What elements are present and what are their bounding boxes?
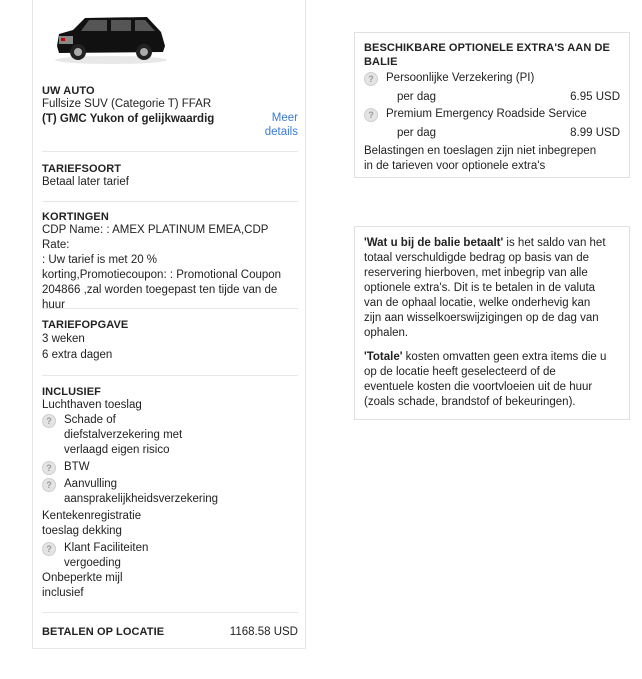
included-theft-text: diefstalverzekering met	[64, 429, 183, 441]
help-icon[interactable]: ?	[42, 478, 56, 492]
payment-info-box	[354, 226, 630, 420]
extra-item-name: Persoonlijke Verzekering (PI)	[386, 72, 535, 84]
included-mileage-text: inclusief	[42, 587, 84, 599]
discounts-title: KORTINGEN	[42, 211, 109, 223]
info-paragraph-1	[364, 236, 620, 251]
booking-summary-panel	[32, 0, 306, 649]
info-p1-bold: 'Wat u bij de balie betaalt'	[364, 237, 504, 249]
extra-item-price: 6.95 USD	[570, 91, 620, 103]
rate-statement-title: TARIEFOPGAVE	[42, 319, 129, 331]
more-details-link[interactable]	[265, 111, 298, 139]
rate-statement-line: 6 extra dagen	[42, 349, 113, 361]
info-p1-text: ophalen.	[364, 327, 409, 339]
help-icon[interactable]: ?	[42, 414, 56, 428]
pay-at-location-amount: 1168.58 USD	[229, 626, 298, 638]
included-theft-item	[42, 413, 298, 458]
info-p1-text: van de ophaal locatie, welke onderhevig kan	[364, 297, 591, 309]
info-p1-text: totaal verschuldigde bedrag op basis van de	[364, 252, 590, 264]
extra-item-name: Premium Emergency Roadside Service	[386, 108, 587, 120]
included-title: INCLUSIEF	[42, 386, 101, 398]
included-airport-fee: Luchthaven toeslag	[42, 399, 142, 411]
info-p2-text: op de locatie heeft geselecteerd of de	[364, 366, 556, 378]
car-section-title: UW AUTO	[42, 85, 95, 97]
extra-item	[364, 71, 620, 86]
extra-item-price-row	[397, 90, 620, 105]
discount-line: huur	[42, 299, 66, 311]
help-icon[interactable]: ?	[42, 542, 56, 556]
included-section	[42, 386, 298, 601]
help-icon[interactable]: ?	[364, 108, 378, 122]
info-p1-text: is het saldo van het	[503, 237, 606, 249]
extra-item-price-row	[397, 126, 620, 141]
rate-statement-section	[42, 319, 298, 363]
info-p1-text: optionele extra's. Dit is te betalen in de valuta	[364, 282, 596, 294]
included-facilities-item	[42, 541, 298, 571]
info-p2-text: (zoals schade, brandstof of bekeuringen).	[364, 396, 576, 408]
included-registration-text: Kentekenregistratie	[42, 510, 142, 522]
extra-item-period: per dag	[397, 127, 437, 139]
discount-line: korting,Promotiecoupon: : Promotional Coupon	[42, 269, 282, 281]
help-icon[interactable]: ?	[42, 461, 56, 475]
included-registration-text: toeslag dekking	[42, 525, 122, 537]
discount-line: : Uw tarief is met 20 %	[42, 254, 158, 266]
help-icon[interactable]: ?	[364, 72, 378, 86]
extras-title: BESCHIKBARE OPTIONELE EXTRA'S AAN DE	[364, 42, 610, 54]
included-liability-text: Aanvulling	[64, 478, 118, 490]
more-details-label-1: Meer	[271, 112, 298, 124]
info-p2-text: kosten omvatten geen extra items die u	[402, 351, 607, 363]
car-section	[42, 85, 298, 139]
included-liability-text: aansprakelijkheidsverzekering	[64, 493, 219, 505]
info-p2-bold: 'Totale'	[364, 351, 403, 363]
rate-type-section	[42, 163, 298, 190]
included-theft-text: Schade of	[64, 414, 116, 426]
more-details-label-2: details	[264, 126, 298, 138]
divider	[42, 201, 298, 202]
pay-at-location-row	[42, 626, 298, 638]
info-p1-text: zijn aan wisselkoerswijzigingen op de dag van	[364, 312, 599, 324]
divider	[42, 151, 298, 152]
car-model: (T) GMC Yukon of gelijkwaardig	[42, 113, 215, 125]
discount-line: CDP Name: : AMEX PLATINUM EMEA,CDP Rate:	[42, 224, 269, 251]
included-mileage-text: Onbeperkte mijl	[42, 572, 123, 584]
divider	[42, 375, 298, 376]
included-facilities-text: Klant Faciliteiten	[64, 542, 149, 554]
car-category: Fullsize SUV (Categorie T) FFAR	[42, 98, 212, 110]
included-vat-text: BTW	[64, 461, 90, 473]
divider	[42, 308, 298, 309]
divider	[42, 612, 298, 613]
rate-type-title: TARIEFSOORT	[42, 163, 122, 175]
rate-type-value: Betaal later tarief	[42, 176, 129, 188]
pay-at-location-label: BETALEN OP LOCATIE	[42, 626, 165, 638]
discount-line: 204866 ,zal worden toegepast ten tijde van de	[42, 284, 278, 296]
car-image	[51, 8, 169, 66]
info-paragraph-2	[364, 350, 620, 365]
extra-item	[364, 107, 620, 122]
extra-item-price: 8.99 USD	[570, 127, 620, 139]
included-vat-item	[42, 460, 298, 475]
extras-note: in de tarieven voor optionele extra's	[364, 160, 546, 172]
included-theft-text: verlaagd eigen risico	[64, 444, 170, 456]
discounts-section	[42, 211, 298, 313]
extras-title: BALIE	[364, 56, 398, 68]
extra-item-period: per dag	[397, 91, 437, 103]
included-facilities-text: vergoeding	[64, 557, 121, 569]
included-liability-item	[42, 477, 298, 507]
rate-statement-line: 3 weken	[42, 333, 85, 345]
info-p2-text: eventuele kosten die voortvloeien uit de huur	[364, 381, 593, 393]
extras-note: Belastingen en toeslagen zijn niet inbegrepen	[364, 145, 597, 157]
optional-extras-box	[354, 32, 630, 178]
info-p1-text: reservering hierboven, met inbegrip van alle	[364, 267, 588, 279]
